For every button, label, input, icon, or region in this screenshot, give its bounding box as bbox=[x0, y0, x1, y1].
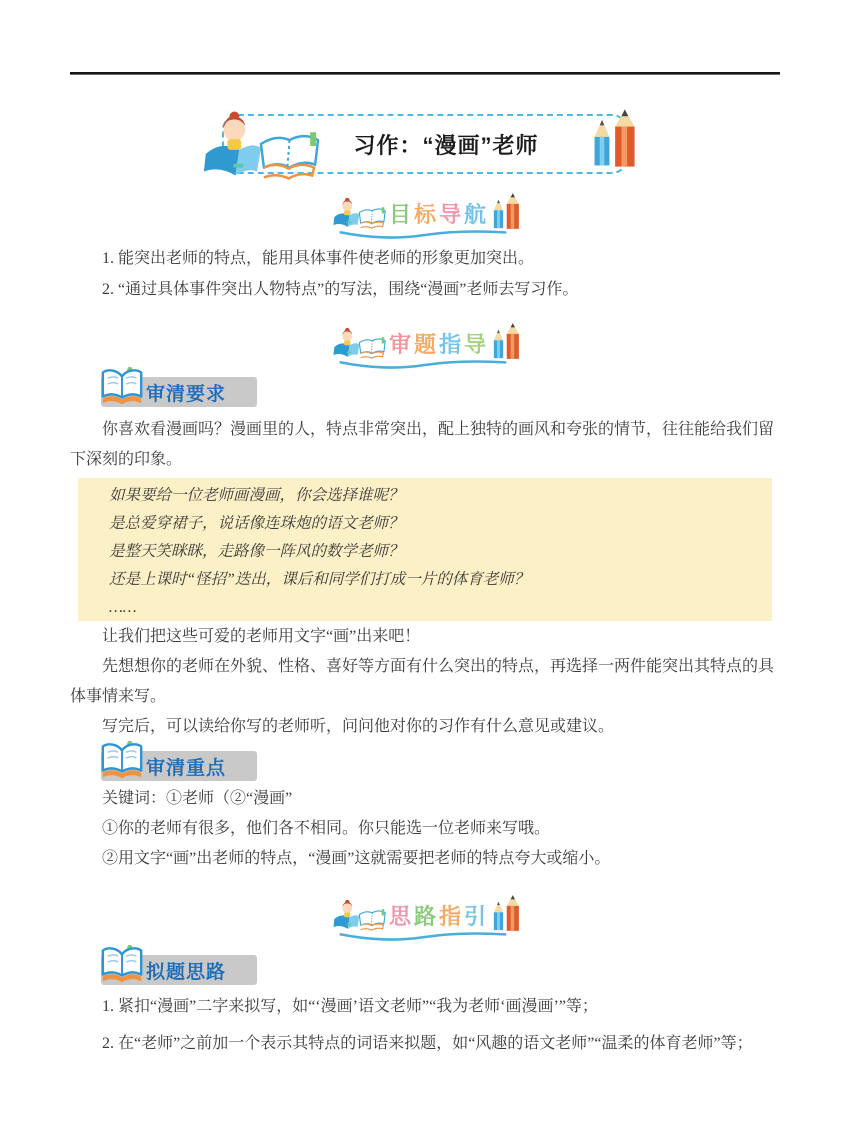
quote-line-ellipsis: …… bbox=[109, 599, 137, 616]
keyword-note-2: ②用文字“画”出老师的特点，“漫画”这就需要把老师的特点夸大或缩小。 bbox=[102, 850, 611, 867]
open-book-icon bbox=[98, 943, 146, 985]
pencils-icon bbox=[491, 320, 521, 362]
badge-requirements bbox=[101, 377, 257, 407]
section-header-goal-navigation bbox=[327, 194, 523, 238]
girl-reading-icon bbox=[329, 323, 387, 363]
paragraph: 先想想你的老师在外貌、性格、喜好等方面有什么突出的特点，再选择一两件能突出其特点的具体事情来写。 bbox=[70, 658, 775, 705]
swoosh-underline bbox=[325, 358, 521, 372]
paragraph: 你喜欢看漫画吗？漫画里的人，特点非常突出，配上独特的画风和夸张的情节，往往能给我们留下深刻的印象。 bbox=[70, 421, 775, 468]
section-header-label: 思路指引 bbox=[388, 903, 490, 929]
badge-label: 审清要求 bbox=[146, 383, 227, 405]
top-divider-rule bbox=[70, 72, 780, 75]
quote-line-4: 还是上课时“怪招”迭出，课后和同学们打成一片的体育老师？ bbox=[109, 571, 530, 588]
open-book-icon bbox=[98, 365, 146, 407]
title-idea-points bbox=[70, 988, 780, 1062]
girl-reading-icon bbox=[194, 108, 322, 182]
open-book-icon bbox=[98, 739, 146, 781]
badge-title-ideas bbox=[101, 955, 257, 985]
quote-line-3: 是整天笑眯眯，走路像一阵风的数学老师？ bbox=[109, 543, 404, 560]
girl-reading-icon bbox=[329, 193, 387, 233]
quote-line-1: 如果要给一位老师画漫画，你会选择谁呢？ bbox=[109, 487, 404, 504]
badge-label: 审清重点 bbox=[146, 757, 227, 779]
girl-reading-icon bbox=[329, 895, 387, 935]
guidance-paragraphs bbox=[70, 622, 780, 742]
intro-paragraph bbox=[70, 415, 780, 475]
pencils-icon bbox=[590, 102, 638, 174]
badge-label: 拟题思路 bbox=[146, 961, 227, 983]
paragraph: 让我们把这些可爱的老师用文字“画”出来吧！ bbox=[102, 628, 421, 645]
section-header-label: 目标导航 bbox=[388, 201, 490, 227]
keyword-points bbox=[70, 784, 780, 874]
swoosh-underline bbox=[325, 930, 521, 944]
title-point-2: 2. 在“老师”之前加一个表示其特点的词语来拟题，如“风趣的语文老师”“温柔的体育老师”等； bbox=[102, 1035, 753, 1052]
paragraph: 写完后，可以读给你写的老师听，问问他对你的习作有什么意见或建议。 bbox=[102, 718, 615, 735]
keyword-line: 关键词：①老师（②“漫画” bbox=[102, 790, 293, 807]
badge-key-points bbox=[101, 751, 257, 781]
title-point-1: 1. 紧扣“漫画”二字来拟写，如“‘漫画’语文老师”“我为老师‘画漫画’”等； bbox=[102, 998, 598, 1015]
page-title: 习作：“漫画”老师 bbox=[353, 132, 539, 158]
section-header-label: 审题指导 bbox=[388, 331, 490, 357]
goal-point-2: 2. “通过具体事件突出人物特点”的写法，围绕“漫画”老师去写习作。 bbox=[102, 281, 579, 298]
goal-point-1: 1. 能突出老师的特点，能用具体事件使老师的形象更加突出。 bbox=[102, 250, 535, 267]
teacher-examples-box bbox=[78, 478, 772, 621]
swoosh-underline bbox=[325, 228, 521, 242]
quote-line-2: 是总爱穿裙子，说话像连珠炮的语文老师？ bbox=[109, 515, 404, 532]
keyword-note-1: ①你的老师有很多，他们各不相同。你只能选一位老师来写哦。 bbox=[102, 820, 551, 837]
title-banner bbox=[222, 114, 628, 174]
pencils-icon bbox=[491, 190, 521, 232]
section-header-topic-guidance bbox=[327, 324, 523, 368]
goal-points bbox=[70, 243, 780, 305]
pencils-icon bbox=[491, 892, 521, 934]
section-header-thinking-guide bbox=[327, 896, 523, 940]
